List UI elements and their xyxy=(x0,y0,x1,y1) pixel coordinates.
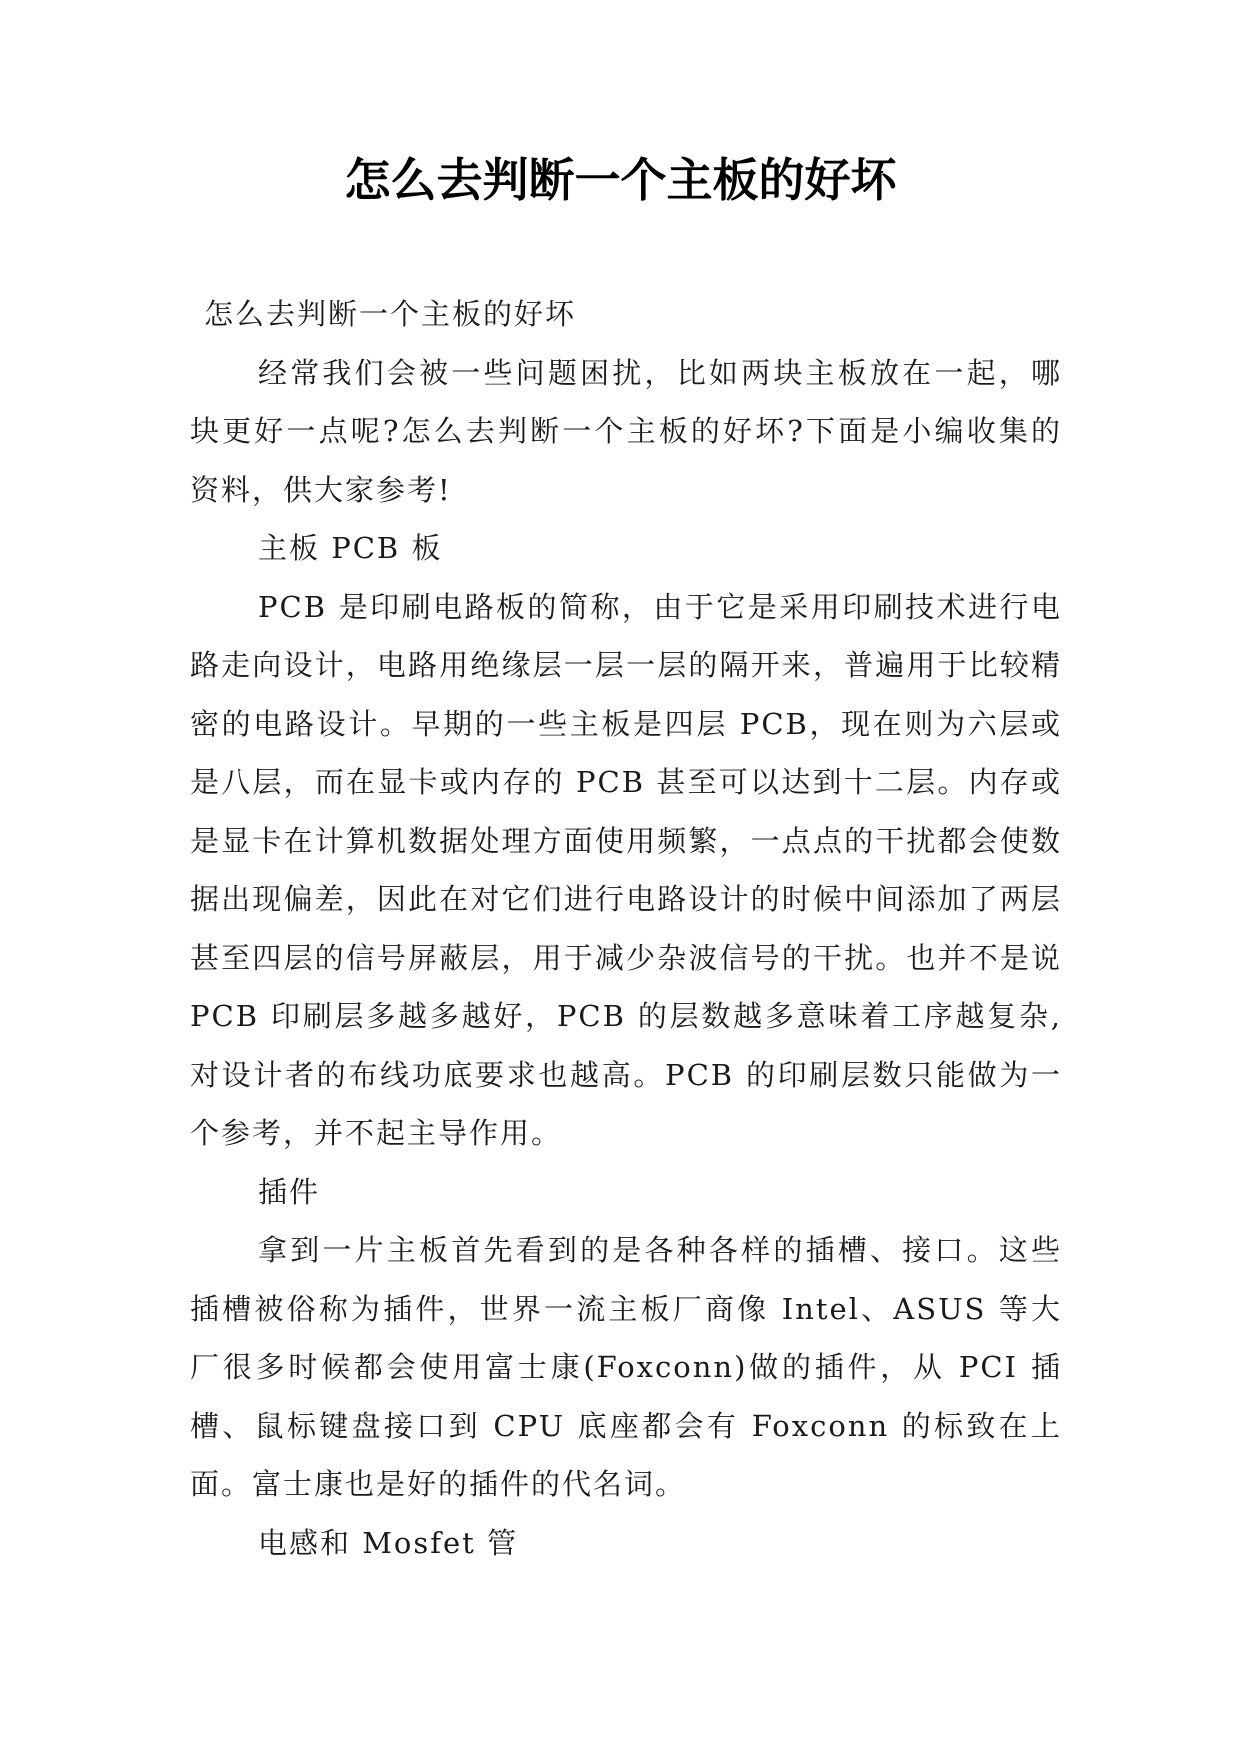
plugins-paragraph: 拿到一片主板首先看到的是各种各样的插槽、接口。这些插槽被俗称为插件，世界一流主板厂商像 Intel、ASUS 等大厂很多时候都会使用富士康(Foxconn)做的插件，从 PCI 插槽、鼠标键盘接口到 CPU 底座都会有 Foxconn 的标致在上面。富士康也是好的插件的代名词。 xyxy=(190,1233,1062,1501)
section-heading-plugins: 插件 xyxy=(258,1174,321,1209)
document-body xyxy=(190,285,1062,1572)
intro-paragraph: 经常我们会被一些问题困扰，比如两块主板放在一起，哪块更好一点呢?怎么去判断一个主板的好坏?下面是小编收集的资料，供大家参考! xyxy=(190,355,1062,507)
section-heading-pcb: 主板 PCB 板 xyxy=(258,531,443,565)
section-heading-inductor-mosfet: 电感和 Mosfet 管 xyxy=(258,1525,519,1560)
subtitle-paragraph: 怎么去判断一个主板的好坏 xyxy=(204,297,577,331)
pcb-paragraph: PCB 是印刷电路板的简称，由于它是采用印刷技术进行电路走向设计，电路用绝缘层一层一层的隔开来，普遍用于比较精密的电路设计。早期的一些主板是四层 PCB，现在则为六层或是八层，而在显卡或内存的 PCB 甚至可以达到十二层。内存或是显卡在计算机数据处理方面使用频繁，一点点的干扰都会使数据出现偏差，因此在对它们进行电路设计的时候中间添加了两层甚至四层的信号屏蔽层，用于减少杂波信号的干扰。也并不是说 PCB 印刷层多越多越好，PCB 的层数越多意味着工序越复杂,对设计者的布线功底要求也越高。PCB 的印刷层数只能做为一个参考，并不起主导作用。 xyxy=(190,589,1062,1150)
document-title: 怎么去判断一个主板的好坏 xyxy=(344,153,897,207)
